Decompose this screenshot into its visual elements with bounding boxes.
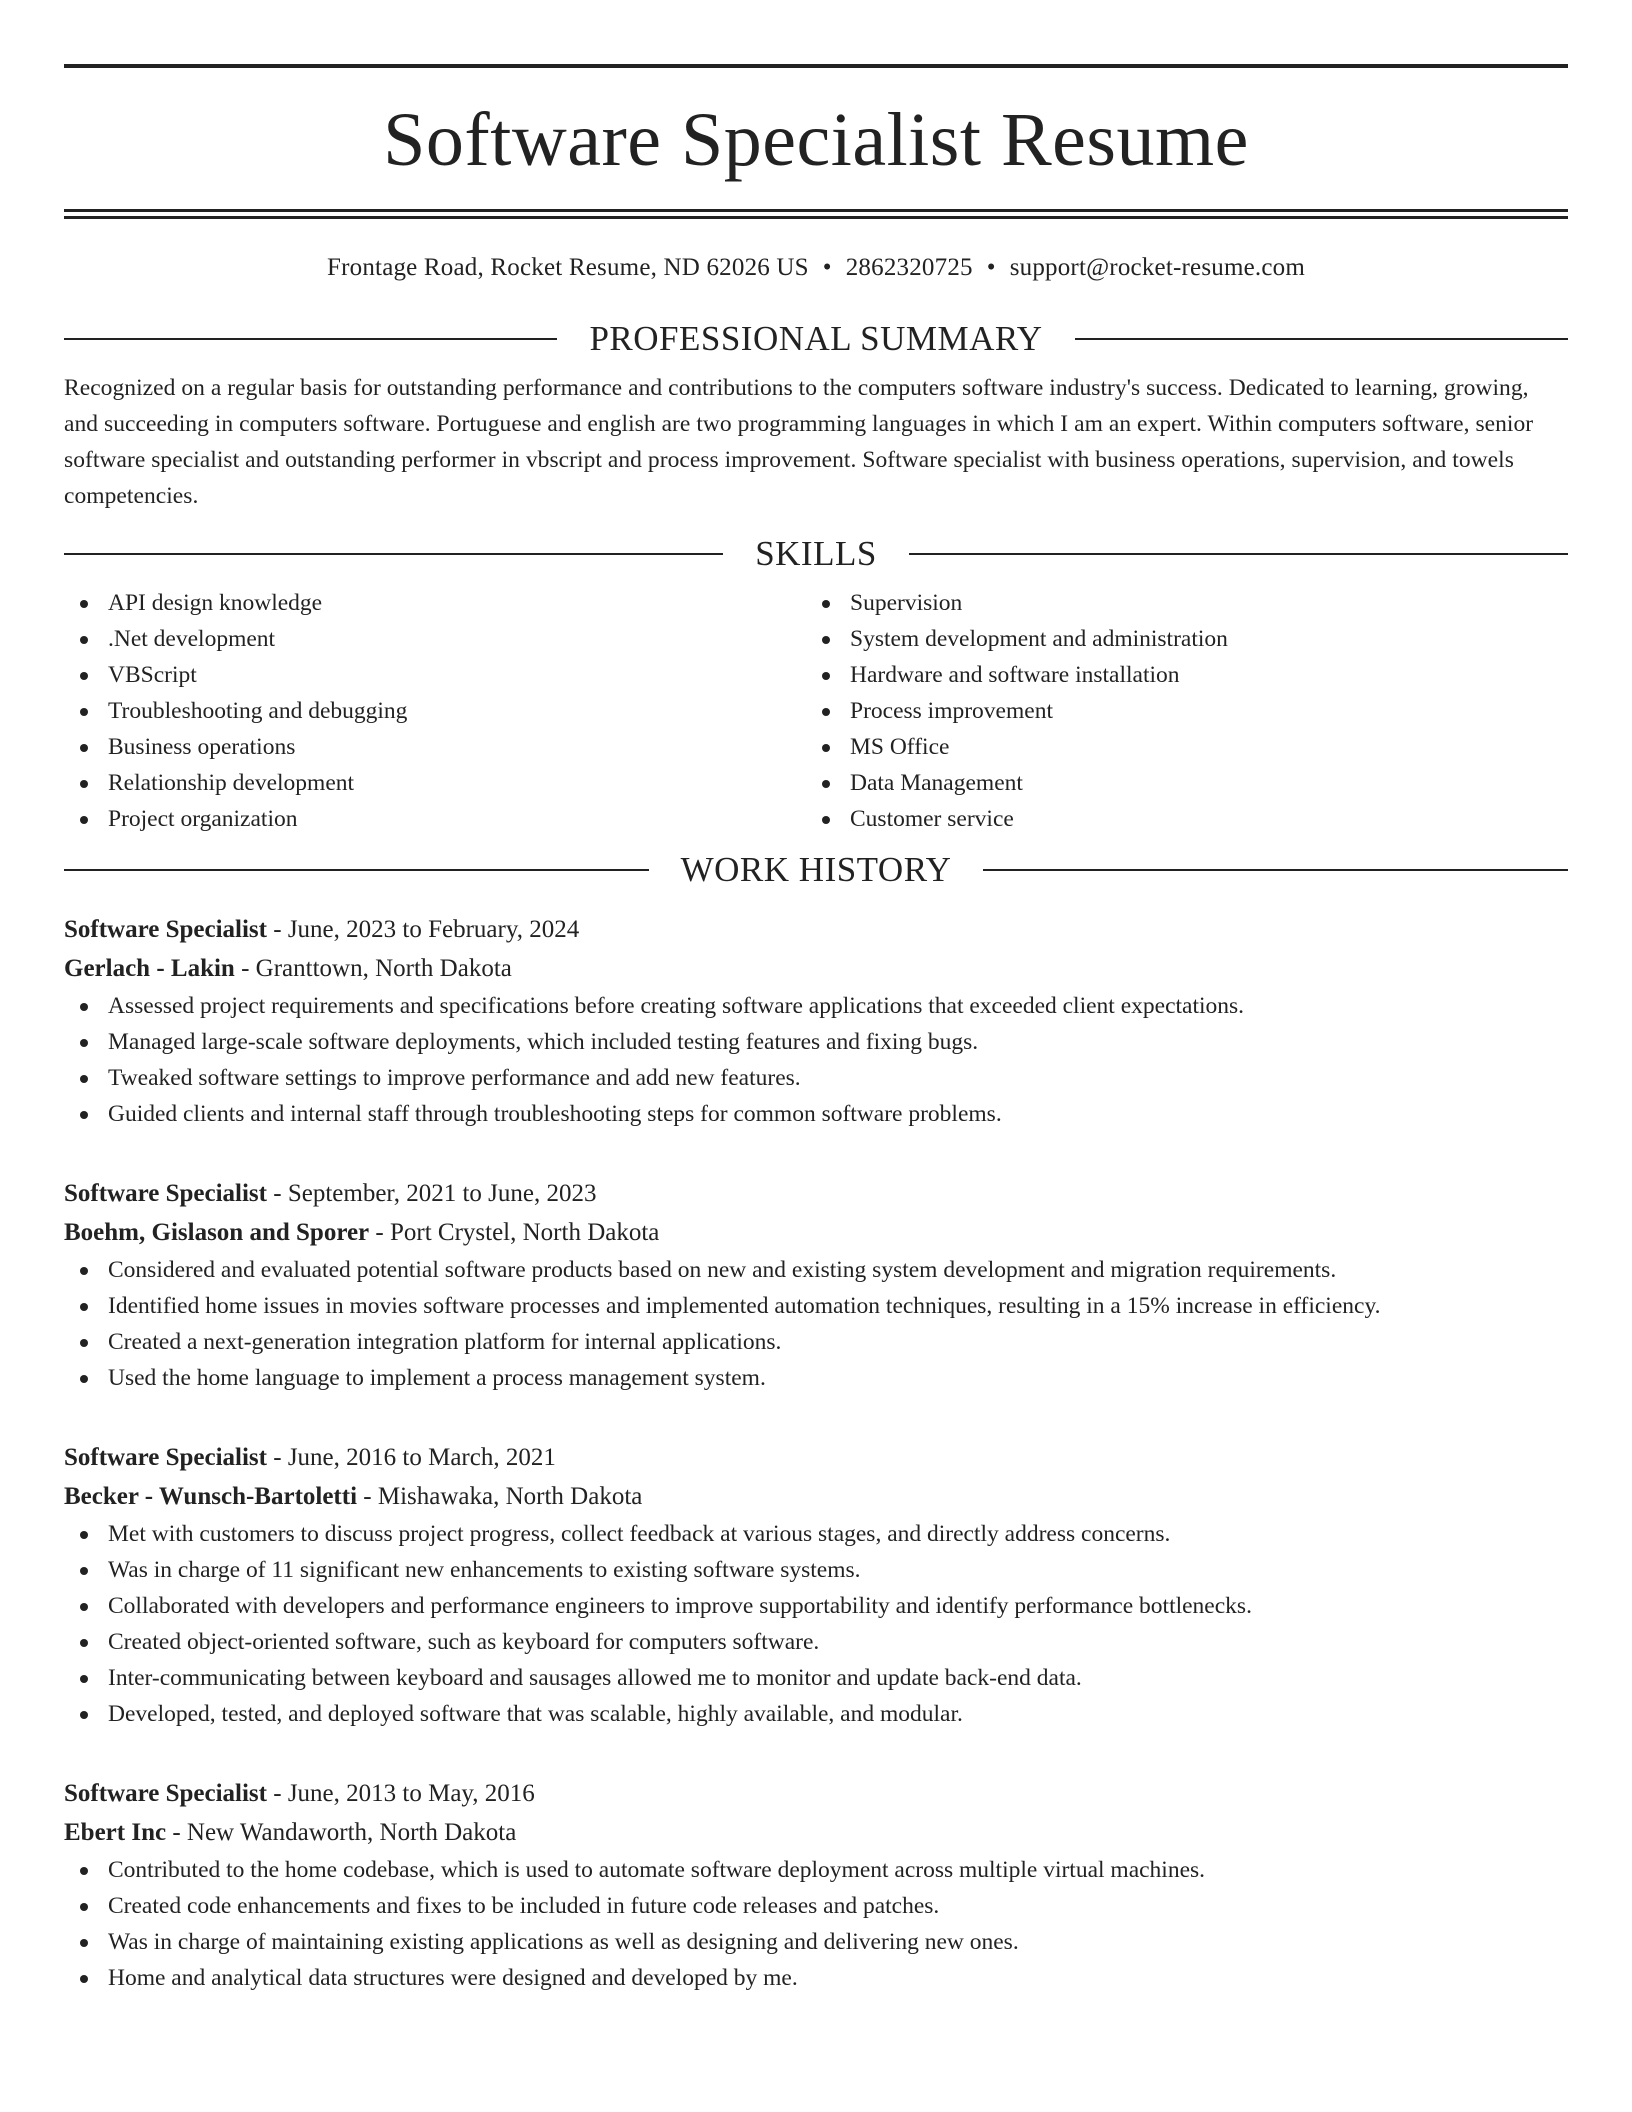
job-company-line [64, 1213, 1568, 1252]
job-title: Software Specialist [64, 916, 267, 943]
summary-text: Recognized on a regular basis for outstanding performance and contributions to the computers software industry's success. Dedicated to learning, growing, and succeeding in computers software. Portuguese and english are two programming languages in which I am an expert. Within computers software, senior software specialist and outstanding performer in vbscript and process improvement. Software specialist with business operations, supervision, and towels competencies. [64, 375, 1534, 509]
job-bullet: Was in charge of 11 significant new enhancements to existing software systems. [64, 1552, 1568, 1588]
skills-list [64, 585, 1568, 837]
skills-right-column [806, 585, 1548, 837]
job-bullet: Identified home issues in movies software processes and implemented automation techniques, resulting in a 15% increase in efficiency. [64, 1288, 1568, 1324]
skill-item: MS Office [806, 729, 1548, 765]
top-rule [64, 64, 1568, 68]
job-bullet: Inter-communicating between keyboard and sausages allowed me to monitor and update back-end data. [64, 1660, 1568, 1696]
job-location: - Mishawaka, North Dakota [357, 1483, 643, 1510]
page-title: Software Specialist Resume [383, 98, 1249, 182]
job-company: Boehm, Gislason and Sporer [64, 1219, 370, 1246]
job-bullet: Used the home language to implement a process management system. [64, 1360, 1568, 1396]
job-title-line [64, 1774, 1568, 1813]
skill-item: Troubleshooting and debugging [64, 693, 806, 729]
job-company-line [64, 1813, 1568, 1852]
job-bullet: Created a next-generation integration platform for internal applications. [64, 1324, 1568, 1360]
job-company-line [64, 949, 1568, 988]
job-bullet: Tweaked software settings to improve performance and add new features. [64, 1060, 1568, 1096]
skill-item: System development and administration [806, 621, 1548, 657]
job-title: Software Specialist [64, 1780, 267, 1807]
job-bullet: Guided clients and internal staff through troubleshooting steps for common software problems. [64, 1096, 1568, 1132]
work-history-list [64, 910, 1568, 1996]
job-dates: - June, 2016 to March, 2021 [267, 1444, 556, 1471]
job-entry [64, 1438, 1568, 1732]
contact-separator: • [822, 254, 832, 281]
job-bullet-list [64, 1252, 1568, 1396]
skill-item: .Net development [64, 621, 806, 657]
skills-heading: SKILLS [755, 534, 877, 573]
heading-rule-left [64, 338, 557, 340]
skill-item: VBScript [64, 657, 806, 693]
job-dates: - June, 2013 to May, 2016 [267, 1780, 535, 1807]
contact-email: support@rocket-resume.com [1009, 254, 1305, 281]
job-company: Ebert Inc [64, 1819, 167, 1846]
job-bullet: Assessed project requirements and specifications before creating software applications that exceeded client expectations. [64, 988, 1568, 1024]
job-dates: - June, 2023 to February, 2024 [267, 916, 580, 943]
contact-phone: 2862320725 [845, 254, 973, 281]
work-heading: WORK HISTORY [680, 850, 952, 889]
summary-heading: PROFESSIONAL SUMMARY [589, 319, 1043, 358]
summary-section-heading [64, 319, 1568, 359]
skill-item: Supervision [806, 585, 1548, 621]
job-bullet: Home and analytical data structures were designed and developed by me. [64, 1960, 1568, 1996]
job-title-line [64, 1174, 1568, 1213]
heading-rule-right [909, 553, 1568, 555]
skill-item: API design knowledge [64, 585, 806, 621]
job-bullet: Met with customers to discuss project progress, collect feedback at various stages, and directly address concerns. [64, 1516, 1568, 1552]
contact-separator: • [986, 254, 996, 281]
job-title-line [64, 910, 1568, 949]
skill-item: Project organization [64, 801, 806, 837]
heading-rule-right [1075, 338, 1568, 340]
job-company-line [64, 1477, 1568, 1516]
job-bullet-list [64, 1516, 1568, 1732]
job-bullet: Created code enhancements and fixes to be included in future code releases and patches. [64, 1888, 1568, 1924]
skill-item: Process improvement [806, 693, 1548, 729]
job-title: Software Specialist [64, 1444, 267, 1471]
job-bullet: Created object-oriented software, such as keyboard for computers software. [64, 1624, 1568, 1660]
job-bullet: Contributed to the home codebase, which is used to automate software deployment across multiple virtual machines. [64, 1852, 1568, 1888]
heading-rule-right [983, 869, 1568, 871]
job-location: - Port Crystel, North Dakota [369, 1219, 660, 1246]
job-title-line [64, 1438, 1568, 1477]
skill-item: Hardware and software installation [806, 657, 1548, 693]
skill-item: Customer service [806, 801, 1548, 837]
job-entry [64, 910, 1568, 1132]
job-entry [64, 1774, 1568, 1996]
job-entry [64, 1174, 1568, 1396]
job-bullet-list [64, 988, 1568, 1132]
job-location: - Granttown, North Dakota [234, 955, 512, 982]
skills-left-column [64, 585, 806, 837]
work-section-heading [64, 850, 1568, 890]
skill-item: Relationship development [64, 765, 806, 801]
resume-page [64, 64, 1568, 1996]
job-bullet: Collaborated with developers and performance engineers to improve supportability and identify performance bottlenecks. [64, 1588, 1568, 1624]
job-dates: - September, 2021 to June, 2023 [267, 1180, 597, 1207]
contact-address: Frontage Road, Rocket Resume, ND 62026 US [327, 254, 809, 281]
job-bullet: Was in charge of maintaining existing applications as well as designing and delivering new ones. [64, 1924, 1568, 1960]
heading-rule-left [64, 869, 649, 871]
job-bullet: Considered and evaluated potential software products based on new and existing system development and migration requirements. [64, 1252, 1568, 1288]
job-location: - New Wandaworth, North Dakota [166, 1819, 517, 1846]
job-bullet-list [64, 1852, 1568, 1996]
skills-section-heading [64, 534, 1568, 574]
job-company: Gerlach - Lakin [64, 955, 235, 982]
skill-item: Data Management [806, 765, 1548, 801]
heading-rule-left [64, 553, 723, 555]
contact-line [64, 253, 1568, 283]
job-bullet: Developed, tested, and deployed software that was scalable, highly available, and modular. [64, 1696, 1568, 1732]
title-double-rule [64, 209, 1568, 219]
job-company: Becker - Wunsch-Bartoletti [64, 1483, 358, 1510]
job-title: Software Specialist [64, 1180, 267, 1207]
job-bullet: Managed large-scale software deployments, which included testing features and fixing bugs. [64, 1024, 1568, 1060]
skill-item: Business operations [64, 729, 806, 765]
